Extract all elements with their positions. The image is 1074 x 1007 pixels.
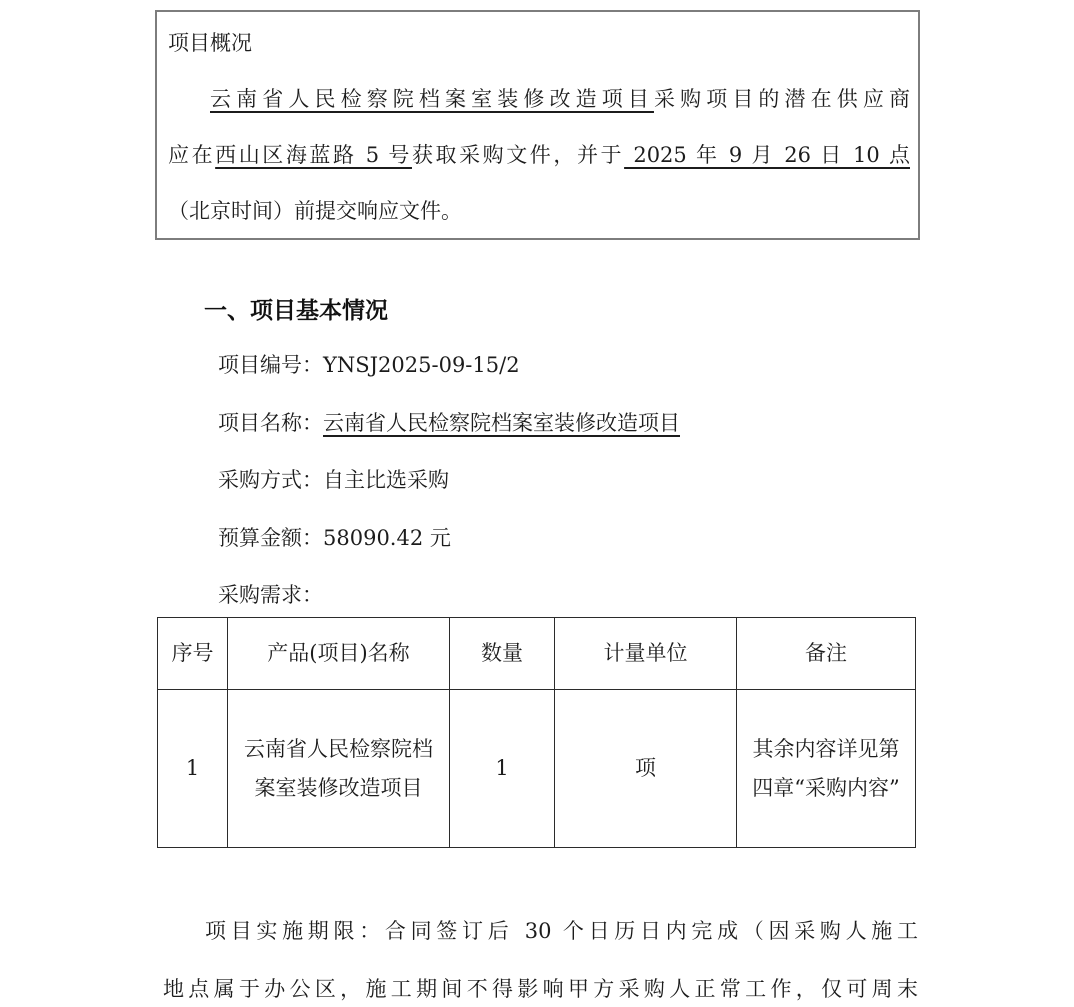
detail-value: 58090.42 元	[323, 525, 451, 550]
detail-procurement-method	[218, 452, 918, 510]
overview-line-3: （北京时间）前提交响应文件。	[168, 199, 462, 223]
table-header-note: 备注	[737, 618, 916, 690]
table-header-qty: 数量	[450, 618, 555, 690]
detail-label: 项目名称：	[218, 410, 323, 435]
table-cell-qty: 1	[450, 690, 555, 848]
project-name-underlined: 云南省人民检察院档案室装修改造项目	[210, 87, 654, 111]
overview-line-1	[168, 71, 910, 127]
detail-label: 采购方式：	[218, 468, 323, 492]
detail-value: 自主比选采购	[323, 468, 449, 492]
implementation-line-2: 地点属于办公区，施工期间不得影响甲方采购人正常工作，仅可周末	[163, 977, 918, 1001]
overview-title: 项目概况	[168, 31, 252, 55]
implementation-line-1: 项目实施期限：合同签订后 30 个日历日内完成（因采购人施工	[205, 919, 918, 943]
table-cell-seq: 1	[158, 690, 228, 848]
implementation-paragraph	[163, 902, 918, 1007]
detail-label: 采购需求：	[218, 583, 323, 607]
detail-project-name	[218, 395, 918, 453]
table-row	[158, 690, 916, 848]
overview-line-2-prefix: 应在	[168, 143, 216, 167]
detail-requirement	[218, 567, 918, 625]
detail-label: 预算金额：	[218, 525, 323, 550]
detail-budget	[218, 510, 918, 568]
procurement-table	[157, 617, 916, 848]
detail-value: YNSJ2025-09-15/2	[323, 353, 520, 377]
table-header-row	[158, 618, 916, 690]
overview-line-2-middle: 获取采购文件，并于	[411, 143, 625, 167]
detail-value-underlined: 云南省人民检察院档案室装修改造项目	[323, 410, 680, 435]
overview-line-1-text: 采购项目的潜在供应商	[653, 87, 911, 111]
table-header-name: 产品(项目)名称	[228, 618, 450, 690]
detail-label: 项目编号：	[218, 353, 323, 377]
table-header-seq: 序号	[158, 618, 228, 690]
address-underlined: 西山区海蓝路 5 号	[215, 143, 412, 167]
table-cell-note: 其余内容详见第四章“采购内容”	[737, 690, 916, 848]
project-overview-box	[155, 10, 920, 240]
detail-project-number	[218, 337, 918, 395]
deadline-underlined: 2025 年 9 月 26 日 10 点	[624, 143, 910, 167]
overview-line-2	[168, 127, 910, 183]
table-header-unit: 计量单位	[555, 618, 737, 690]
table-cell-unit: 项	[555, 690, 737, 848]
section-heading: 一、项目基本情况	[204, 297, 388, 323]
project-details	[218, 337, 918, 625]
table-cell-name: 云南省人民检察院档案室装修改造项目	[228, 690, 450, 848]
